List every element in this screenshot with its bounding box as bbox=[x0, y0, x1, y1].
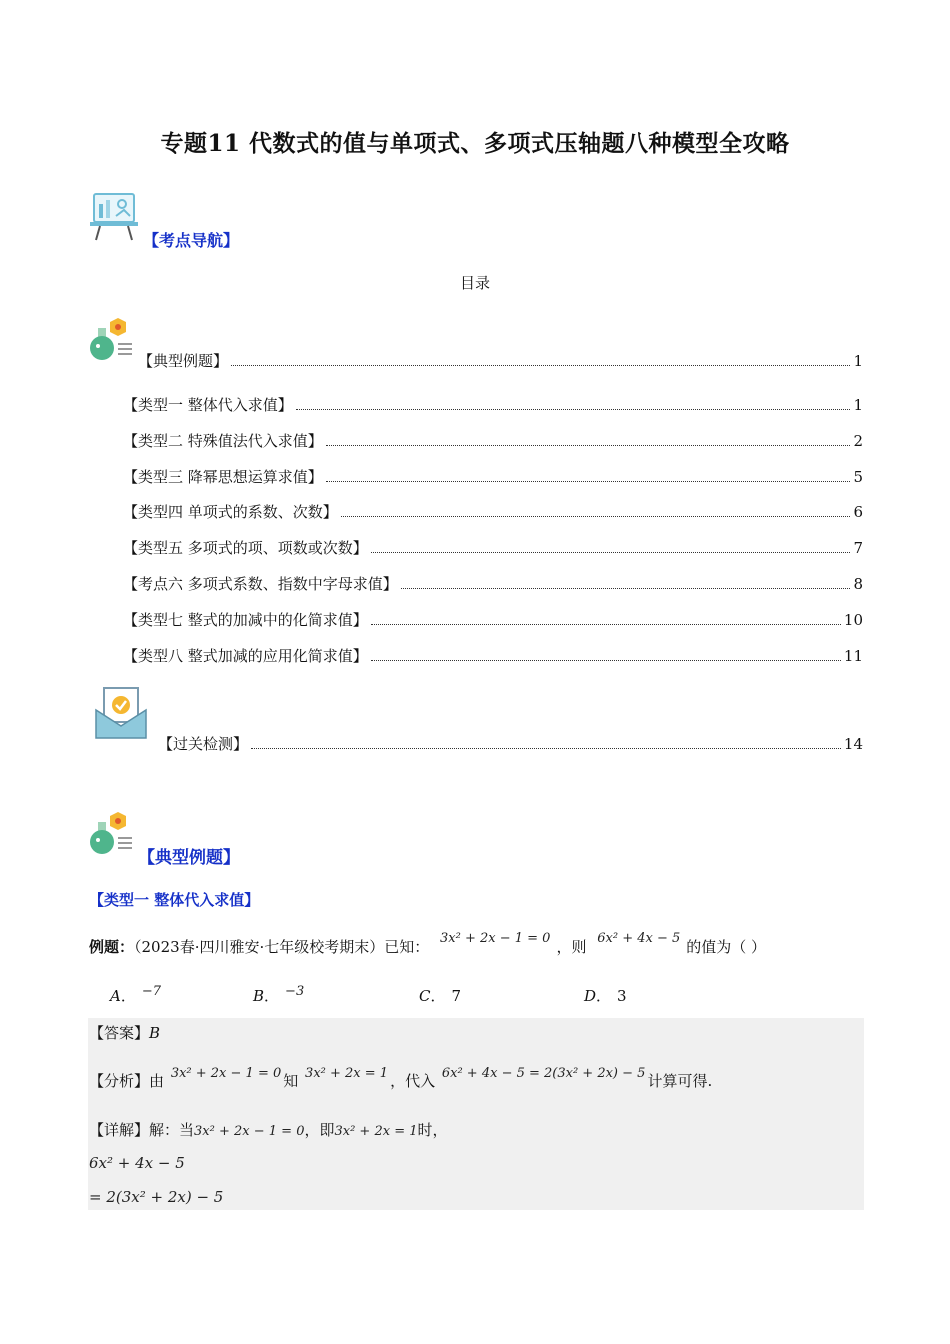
option-value: −3 bbox=[285, 984, 305, 999]
option-letter: B bbox=[253, 987, 265, 1005]
toc-heading: 目录 bbox=[459, 274, 490, 292]
toc-item[interactable] bbox=[123, 430, 863, 450]
toc-dots bbox=[341, 516, 851, 517]
toc-dots bbox=[296, 409, 851, 410]
detail-line bbox=[89, 1119, 448, 1140]
analysis-text: 由 bbox=[149, 1072, 165, 1090]
toc-item-label: 【典型例题】 bbox=[138, 352, 229, 370]
toc-item[interactable] bbox=[123, 394, 863, 414]
toc-item[interactable] bbox=[123, 573, 863, 593]
toc-dots bbox=[401, 588, 851, 589]
answer-line bbox=[89, 1022, 160, 1043]
question bbox=[89, 931, 767, 957]
question-equation: 3x² + 2x − 1 = 0 bbox=[440, 931, 551, 946]
question-prefix: 例题： bbox=[89, 938, 135, 956]
answer-label: 【答案】 bbox=[89, 1024, 150, 1042]
detail-text: 时， bbox=[417, 1121, 448, 1139]
question-expression: 6x² + 4x − 5 bbox=[597, 931, 681, 946]
toc-item-label: 【类型五 多项式的项、项数或次数】 bbox=[123, 539, 368, 557]
check-envelope-icon bbox=[94, 686, 148, 740]
flask-icon bbox=[88, 318, 134, 364]
detail-equation: 3x² + 2x = 1 bbox=[334, 1124, 418, 1139]
analysis-text: 知 bbox=[283, 1072, 299, 1090]
analysis-equation: 3x² + 2x − 1 = 0 bbox=[170, 1066, 282, 1081]
analysis-text: 计算可得. bbox=[647, 1072, 713, 1090]
option-value: −7 bbox=[141, 984, 162, 999]
toc-dots bbox=[371, 624, 841, 625]
question-source: （2023春·四川雅安·七年级校考期末）已知： bbox=[134, 938, 430, 956]
toc-item[interactable] bbox=[123, 645, 863, 665]
page-title: 专题11 代数式的值与单项式、多项式压轴题八种模型全攻略 bbox=[160, 130, 790, 157]
toc-item-label: 【类型三 降幂思想运算求值】 bbox=[123, 468, 323, 486]
toc-item-label: 【类型一 整体代入求值】 bbox=[123, 396, 293, 414]
toc-page: 5 bbox=[853, 468, 863, 486]
toc-page: 8 bbox=[853, 575, 863, 593]
toc-item[interactable] bbox=[123, 466, 863, 486]
answer-value: B bbox=[149, 1024, 161, 1042]
option-c[interactable]: C． 7 bbox=[419, 987, 462, 1005]
toc-page: 2 bbox=[853, 432, 863, 450]
detail-equation: 3x² + 2x − 1 = 0 bbox=[194, 1124, 305, 1139]
option-value: 3 bbox=[617, 987, 627, 1005]
analysis-text: ，代入 bbox=[390, 1072, 436, 1090]
question-mid: ，则 bbox=[556, 938, 587, 956]
presentation-board-icon bbox=[88, 190, 140, 242]
toc-item[interactable] bbox=[123, 537, 863, 557]
nav-label: 【考点导航】 bbox=[143, 231, 240, 250]
analysis-label: 【分析】 bbox=[89, 1072, 150, 1090]
toc-page: 1 bbox=[853, 396, 863, 414]
toc-item[interactable] bbox=[158, 733, 863, 753]
toc-item[interactable] bbox=[123, 609, 863, 629]
toc-item-label: 【类型八 整式加减的应用化简求值】 bbox=[123, 647, 368, 665]
option-letter: D bbox=[584, 987, 597, 1005]
toc-page: 14 bbox=[843, 735, 863, 753]
toc-dots bbox=[231, 365, 850, 366]
toc-page: 7 bbox=[853, 539, 863, 557]
analysis-equation: 3x² + 2x = 1 bbox=[305, 1066, 389, 1081]
toc-item-label: 【考点六 多项式系数、指数中字母求值】 bbox=[123, 575, 398, 593]
solution-step: = 2(3x² + 2x) − 5 bbox=[89, 1188, 224, 1206]
toc-item-label: 【过关检测】 bbox=[158, 735, 249, 753]
analysis-equation: 6x² + 4x − 5 = 2(3x² + 2x) − 5 bbox=[441, 1066, 646, 1081]
toc-page: 1 bbox=[853, 352, 863, 370]
toc-item-label: 【类型七 整式的加减中的化简求值】 bbox=[123, 611, 368, 629]
toc-item-label: 【类型四 单项式的系数、次数】 bbox=[123, 503, 338, 521]
toc-page: 6 bbox=[853, 503, 863, 521]
option-letter: A bbox=[110, 987, 121, 1005]
option-letter: C bbox=[419, 987, 431, 1005]
type-heading: 【类型一 整体代入求值】 bbox=[89, 891, 260, 909]
toc-item[interactable] bbox=[138, 350, 863, 370]
solution-step: 6x² + 4x − 5 bbox=[89, 1154, 185, 1172]
toc-dots bbox=[371, 660, 841, 661]
option-a[interactable]: A． −7 bbox=[110, 984, 162, 1005]
section-heading: 【典型例题】 bbox=[138, 848, 240, 868]
toc-dots bbox=[326, 481, 851, 482]
toc-dots bbox=[371, 552, 851, 553]
option-d[interactable]: D． 3 bbox=[584, 987, 627, 1005]
toc-page: 10 bbox=[843, 611, 863, 629]
toc-item-label: 【类型二 特殊值法代入求值】 bbox=[123, 432, 323, 450]
question-suffix: 的值为（ ） bbox=[686, 938, 767, 956]
option-b[interactable]: B． −3 bbox=[253, 984, 305, 1005]
toc-item[interactable] bbox=[123, 501, 863, 521]
flask-icon bbox=[88, 812, 134, 858]
toc-dots bbox=[251, 748, 841, 749]
detail-text: 解：当 bbox=[149, 1121, 195, 1139]
detail-text: ，即 bbox=[304, 1121, 335, 1139]
toc-dots bbox=[326, 445, 851, 446]
answer-box bbox=[88, 1018, 864, 1210]
option-value: 7 bbox=[451, 987, 462, 1005]
detail-label: 【详解】 bbox=[89, 1121, 150, 1139]
analysis-line bbox=[89, 1066, 713, 1091]
toc-page: 11 bbox=[843, 647, 863, 665]
